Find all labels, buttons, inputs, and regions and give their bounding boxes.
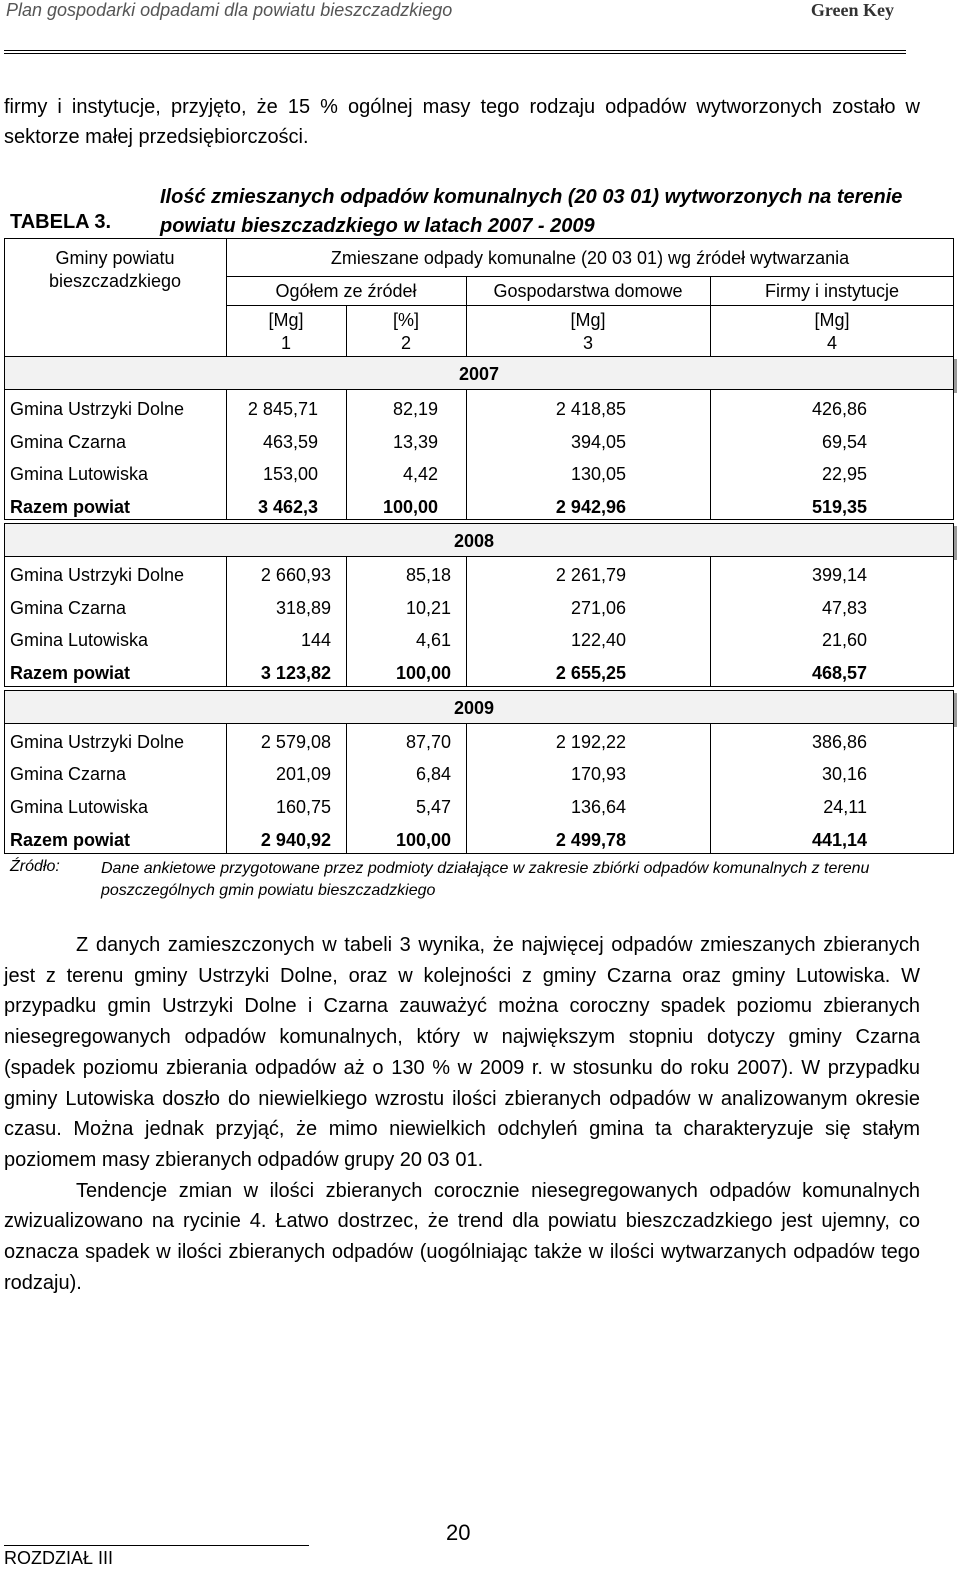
cell-percent: 100,00 (382, 497, 438, 517)
cell-percent: 87,70 (405, 732, 451, 752)
cell-firmy: 30,16 (821, 764, 867, 784)
column-header-firmy: Firmy i instytucje (764, 281, 899, 301)
cell-firmy: 69,54 (821, 432, 867, 452)
header-rule-2 (4, 53, 906, 54)
paragraph-2: Tendencje zmian w ilości zbieranych corocznie niesegregowanych odpadów komunalnych zwizualizowano na rycinie 4. Łatwo dostrzec, że trend dla powiatu bieszczadzkiego jest ujemny, co oznacza spadek w ilości zbieranych odpadów (uogólniając także w ilości wytwarzanych odpadów tego rodzaju). (4, 1179, 920, 1294)
cell-percent: 100,00 (395, 830, 451, 850)
row-name: Gmina Ustrzyki Dolne (10, 565, 185, 585)
page-number: 20 (446, 1520, 471, 1545)
cell-ogolem: 2 940,92 (260, 830, 331, 850)
cell-ogolem: 2 660,93 (260, 565, 331, 585)
cell-percent: 4,42 (402, 464, 438, 484)
cell-gospodarstwa: 2 261,79 (555, 565, 626, 585)
cell-gospodarstwa: 130,05 (570, 464, 626, 484)
header-rule (4, 50, 906, 51)
running-header-company: Green Key (810, 0, 894, 20)
cell-ogolem: 144 (300, 630, 331, 650)
year-label: 2007 (458, 364, 500, 384)
year-label: 2008 (453, 531, 495, 551)
col-number-3: 3 (582, 333, 593, 353)
cell-percent: 82,19 (392, 399, 438, 419)
running-header-title: Plan gospodarki odpadami dla powiatu bieszczadzkiego (6, 0, 453, 20)
row-name: Gmina Czarna (10, 764, 127, 784)
row-name: Gmina Lutowiska (10, 630, 149, 650)
column-header-gminy: Gminy powiatu bieszczadzkiego (48, 248, 182, 291)
cell-gospodarstwa: 2 418,85 (555, 399, 626, 419)
cell-firmy: 24,11 (823, 797, 867, 817)
column-header-ogolem: Ogółem ze źródeł (275, 281, 417, 301)
cell-gospodarstwa: 2 655,25 (555, 663, 626, 683)
cell-firmy: 426,86 (811, 399, 867, 419)
row-name-total: Razem powiat (10, 497, 131, 517)
cell-ogolem: 3 462,3 (257, 497, 318, 517)
unit-3: [Mg] (570, 310, 606, 330)
row-name-total: Razem powiat (10, 830, 131, 850)
unit-1: [Mg] (268, 310, 304, 330)
cell-gospodarstwa: 2 192,22 (555, 732, 626, 752)
table-label: TABELA 3. (10, 211, 112, 233)
row-name: Gmina Ustrzyki Dolne (10, 732, 185, 752)
cell-firmy: 47,83 (821, 598, 867, 618)
chapter-label: ROZDZIAŁ III (4, 1548, 114, 1568)
cell-percent: 4,61 (415, 630, 451, 650)
intro-paragraph: firmy i instytucje, przyjęto, że 15 % ogólnej masy tego rodzaju odpadów wytworzonych zostało w sektorze małej przedsiębiorczości. (4, 96, 920, 148)
group-header: Zmieszane odpady komunalne (20 03 01) wg źródeł wytwarzania (330, 248, 850, 268)
cell-ogolem: 153,00 (262, 464, 318, 484)
cell-gospodarstwa: 2 942,96 (555, 497, 626, 517)
col-number-4: 4 (826, 333, 837, 353)
body-text (4, 930, 920, 1298)
cell-gospodarstwa: 2 499,78 (555, 830, 626, 850)
col-number-1: 1 (280, 333, 291, 353)
row-name: Gmina Czarna (10, 432, 127, 452)
col-number-2: 2 (400, 333, 411, 353)
row-name: Gmina Lutowiska (10, 797, 149, 817)
cell-percent: 6,84 (415, 764, 451, 784)
cell-ogolem: 3 123,82 (260, 663, 331, 683)
cell-percent: 85,18 (405, 565, 451, 585)
row-name: Gmina Ustrzyki Dolne (10, 399, 185, 419)
cell-firmy: 386,86 (811, 732, 867, 752)
row-name: Gmina Czarna (10, 598, 127, 618)
cell-gospodarstwa: 136,64 (570, 797, 626, 817)
cell-percent: 10,21 (405, 598, 451, 618)
cell-ogolem: 463,59 (262, 432, 318, 452)
cell-percent: 13,39 (392, 432, 438, 452)
year-label: 2009 (453, 698, 495, 718)
cell-firmy: 468,57 (811, 663, 867, 683)
column-header-gospodarstwa: Gospodarstwa domowe (493, 281, 683, 301)
row-name-total: Razem powiat (10, 663, 131, 683)
cell-ogolem: 201,09 (275, 764, 331, 784)
footer-rule (4, 1545, 309, 1546)
source-label: Źródło: (10, 858, 60, 875)
cell-ogolem: 2 845,71 (247, 399, 318, 419)
unit-2: [%] (392, 310, 419, 330)
unit-4: [Mg] (814, 310, 850, 330)
cell-gospodarstwa: 271,06 (570, 598, 626, 618)
cell-ogolem: 2 579,08 (260, 732, 331, 752)
cell-firmy: 22,95 (821, 464, 867, 484)
cell-gospodarstwa: 170,93 (570, 764, 626, 784)
cell-firmy: 519,35 (811, 497, 867, 517)
cell-ogolem: 160,75 (275, 797, 331, 817)
cell-firmy: 21,60 (821, 630, 867, 650)
table-title: Ilość zmieszanych odpadów komunalnych (20 03 01) wytworzonych na terenie powiatu bieszczadzkiego w latach 2007 - 2009 (160, 186, 903, 237)
cell-firmy: 399,14 (811, 565, 867, 585)
cell-percent: 5,47 (415, 797, 451, 817)
cell-gospodarstwa: 122,40 (570, 630, 626, 650)
source-text: Dane ankietowe przygotowane przez podmioty działające w zakresie zbiórki odpadów komunalnych z terenu poszczególnych gmin powiatu bieszczadzkiego (101, 860, 870, 899)
cell-percent: 100,00 (395, 663, 451, 683)
cell-gospodarstwa: 394,05 (570, 432, 626, 452)
cell-firmy: 441,14 (811, 830, 867, 850)
row-name: Gmina Lutowiska (10, 464, 149, 484)
cell-ogolem: 318,89 (275, 598, 331, 618)
waste-table (4, 238, 954, 856)
paragraph-1: Z danych zamieszczonych w tabeli 3 wynika, że najwięcej odpadów zmieszanych zbieranych jest z terenu gminy Ustrzyki Dolne, oraz w kolejności z gminy Czarna oraz gminy Lutowiska. W przypadku gmin Ustrzyki Dolne i Czarna zauważyć można coroczny spadek poziomu zbieranych niesegregowanych odpadów komunalnych, który w największym stopniu dotyczy gminy Czarna (spadek poziomu zbierania odpadów aż o 130 % w 2009 r. w stosunku do roku 2007). W przypadku gminy Lutowiska doszło do niewielkiego wzrostu ilości zbieranych odpadów w analizowanym okresie czasu. Można jednak przyjąć, że mimo niewielkich odchyleń gmina ta charakteryzuje się stałym poziomem masy zbieranych odpadów grupy 20 03 01. (4, 934, 920, 1171)
